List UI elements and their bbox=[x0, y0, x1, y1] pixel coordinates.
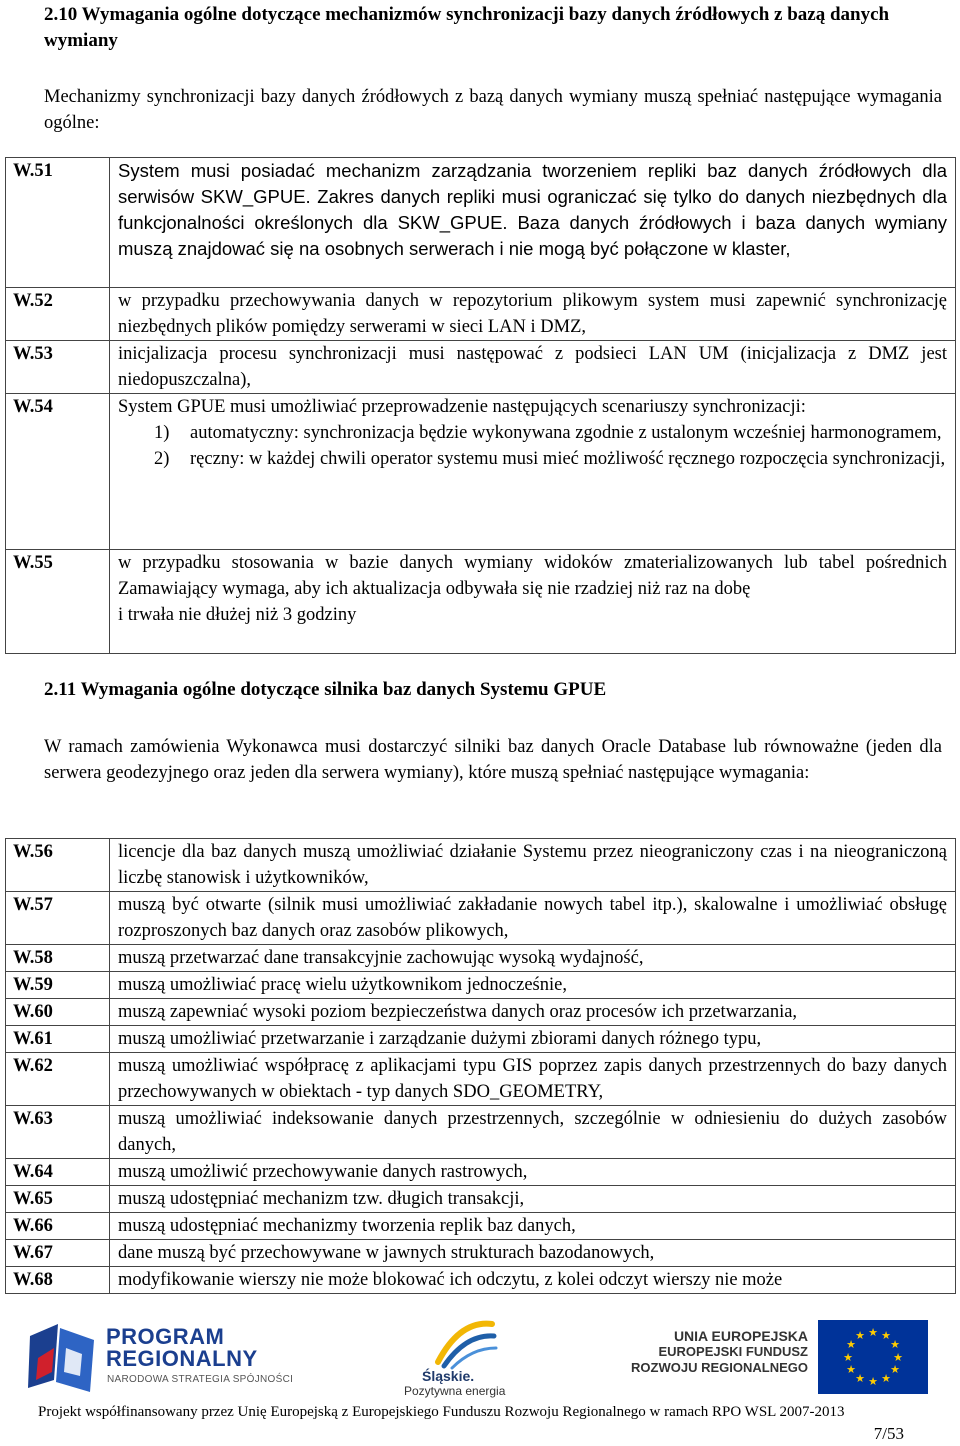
eu-line3: ROZWOJU REGIONALNEGO bbox=[631, 1360, 808, 1375]
program-regionalny-line1: PROGRAM bbox=[106, 1324, 225, 1349]
requirement-text-main: System GPUE musi umożliwiać przeprowadzenie następujących scenariuszy synchronizacji: bbox=[118, 397, 806, 417]
requirement-id: W.52 bbox=[6, 288, 110, 341]
slaskie-slogan: Pozytywna energia bbox=[404, 1384, 506, 1398]
requirement-text: muszą umożliwić przechowywanie danych rastrowych, bbox=[110, 1159, 956, 1186]
scenario-list bbox=[118, 420, 947, 472]
list-item: 2) ręczny: w każdej chwili operator systemu musi mieć możliwość ręcznego rozpoczęcia synchronizacji, bbox=[154, 449, 946, 469]
slaskie-swirl-icon bbox=[430, 1318, 500, 1370]
requirement-id: W.62 bbox=[6, 1053, 110, 1106]
requirement-text: muszą udostępniać mechanizmy tworzenia replik baz danych, bbox=[110, 1213, 956, 1240]
table-row bbox=[6, 1240, 956, 1267]
requirement-id: W.63 bbox=[6, 1106, 110, 1159]
list-item: 1) automatyczny: synchronizacja będzie wykonywana zgodnie z ustalonym wcześniej harmonogramem, bbox=[154, 423, 942, 443]
section-2-10-title: 2.10 Wymagania ogólne dotyczące mechanizmów synchronizacji bazy danych źródłowych z bazą danych wymiany bbox=[44, 4, 890, 51]
table-row bbox=[6, 839, 956, 892]
requirement-text: inicjalizacja procesu synchronizacji musi następować z podsieci LAN UM (inicjalizacja z DMZ jest niedopuszczalna), bbox=[110, 341, 956, 394]
requirement-text: muszą umożliwiać pracę wielu użytkownikom jednocześnie, bbox=[110, 972, 956, 999]
requirement-id: W.56 bbox=[6, 839, 110, 892]
requirement-id: W.55 bbox=[6, 550, 110, 654]
requirement-id: W.61 bbox=[6, 1026, 110, 1053]
section-2-11-title: 2.11 Wymagania ogólne dotyczące silnika baz danych Systemu GPUE bbox=[44, 679, 607, 700]
requirement-text: muszą umożliwiać przetwarzanie i zarządzanie dużymi zbiorami danych różnego typu, bbox=[110, 1026, 956, 1053]
program-regionalny-logo bbox=[24, 1318, 314, 1398]
table-row bbox=[6, 1159, 956, 1186]
requirement-text: muszą udostępniać mechanizm tzw. długich transakcji, bbox=[110, 1186, 956, 1213]
requirement-text bbox=[110, 394, 956, 550]
table-row bbox=[6, 972, 956, 999]
requirement-id: W.53 bbox=[6, 341, 110, 394]
svg-text:★: ★ bbox=[855, 1372, 865, 1385]
svg-text:★: ★ bbox=[868, 1375, 878, 1388]
svg-text:★: ★ bbox=[890, 1363, 900, 1376]
svg-text:★: ★ bbox=[846, 1363, 856, 1376]
requirements-table-1 bbox=[5, 157, 956, 654]
requirement-id: W.54 bbox=[6, 394, 110, 550]
page-number: 7/53 bbox=[873, 1424, 904, 1443]
requirement-text: muszą przetwarzać dane transakcyjnie zachowując wysoką wydajność, bbox=[110, 945, 956, 972]
table-row bbox=[6, 288, 956, 341]
footer-cofinancing-text: Projekt współfinansowany przez Unię Europejską z Europejskiego Funduszu Rozwoju Regionalnego w ramach RPO WSL 2007-2013 bbox=[38, 1404, 845, 1420]
requirement-text: muszą umożliwiać indeksowanie danych przestrzennych, szczególnie w odniesieniu do dużych zasobów danych, bbox=[110, 1106, 956, 1159]
table-row bbox=[6, 550, 956, 654]
svg-text:★: ★ bbox=[890, 1338, 900, 1351]
svg-text:★: ★ bbox=[868, 1326, 878, 1339]
eu-line1: UNIA EUROPEJSKA bbox=[673, 1328, 808, 1344]
table-row bbox=[6, 1106, 956, 1159]
table-row bbox=[6, 1186, 956, 1213]
requirement-text: licencje dla baz danych muszą umożliwiać działanie Systemu przez nieograniczony czas i na nieograniczoną liczbę stanowisk i użytkowników, bbox=[110, 839, 956, 892]
requirement-text: w przypadku stosowania w bazie danych wymiany widoków zmaterializowanych lub tabel pośrednich Zamawiający wymaga, aby ich aktualizacja odbywała się nie rzadziej niż raz na dobę i trwała nie dłużej niż 3 godziny bbox=[110, 550, 956, 654]
svg-text:★: ★ bbox=[881, 1329, 891, 1342]
requirement-id: W.68 bbox=[6, 1267, 110, 1294]
requirement-id: W.59 bbox=[6, 972, 110, 999]
table-row bbox=[6, 1213, 956, 1240]
table-row bbox=[6, 341, 956, 394]
section-2-10-intro: Mechanizmy synchronizacji bazy danych źródłowych z bazą danych wymiany muszą spełniać następujące wymagania ogólne: bbox=[44, 87, 942, 133]
table-row bbox=[6, 892, 956, 945]
svg-text:★: ★ bbox=[846, 1338, 856, 1351]
requirement-id: W.64 bbox=[6, 1159, 110, 1186]
requirement-text: modyfikowanie wierszy nie może blokować ich odczytu, z kolei odczyt wierszy nie może bbox=[110, 1267, 956, 1294]
program-regionalny-emblem-icon bbox=[24, 1318, 104, 1398]
svg-text:★: ★ bbox=[893, 1351, 903, 1364]
requirement-text: dane muszą być przechowywane w jawnych strukturach bazodanowych, bbox=[110, 1240, 956, 1267]
requirement-id: W.58 bbox=[6, 945, 110, 972]
eu-logo bbox=[618, 1320, 938, 1400]
slaskie-logo bbox=[392, 1318, 542, 1400]
program-regionalny-line2: REGIONALNY bbox=[106, 1346, 258, 1371]
requirement-id: W.51 bbox=[6, 158, 110, 288]
table-row bbox=[6, 1053, 956, 1106]
requirement-id: W.65 bbox=[6, 1186, 110, 1213]
requirement-text: muszą umożliwiać współpracę z aplikacjami typu GIS poprzez zapis danych przestrzennych do bazy danych przechowywanych w obiektach - typ danych SDO_GEOMETRY, bbox=[110, 1053, 956, 1106]
table-row bbox=[6, 945, 956, 972]
table-row bbox=[6, 1267, 956, 1294]
requirement-text: w przypadku przechowywania danych w repozytorium plikowym system musi zapewnić synchronizację niezbędnych plików pomiędzy serwerami w sieci LAN i DMZ, bbox=[110, 288, 956, 341]
section-2-11-intro: W ramach zamówienia Wykonawca musi dostarczyć silniki baz danych Oracle Database lub równoważne (jeden dla serwera geodezyjnego oraz jeden dla serwera wymiany), które muszą spełniać następujące wymagania: bbox=[44, 737, 942, 783]
program-regionalny-subtitle: NARODOWA STRATEGIA SPÓJNOŚCI bbox=[107, 1374, 294, 1385]
svg-text:★: ★ bbox=[855, 1329, 865, 1342]
requirement-id: W.60 bbox=[6, 999, 110, 1026]
slaskie-name: Śląskie. bbox=[422, 1368, 475, 1384]
requirement-id: W.57 bbox=[6, 892, 110, 945]
requirement-text: muszą zapewniać wysoki poziom bezpieczeństwa danych oraz procesów ich przetwarzania, bbox=[110, 999, 956, 1026]
table-row bbox=[6, 1026, 956, 1053]
eu-flag-icon bbox=[818, 1320, 928, 1394]
svg-text:★: ★ bbox=[843, 1351, 853, 1364]
requirement-id: W.66 bbox=[6, 1213, 110, 1240]
table-row bbox=[6, 999, 956, 1026]
requirement-text: System musi posiadać mechanizm zarządzania tworzeniem repliki baz danych źródłowych dla serwisów SKW_GPUE. Zakres danych repliki musi ograniczać się tylko do danych niezbędnych dla funkcjonalności określonych dla SKW_GPUE. Baza danych źródłowych i baza danych wymiany muszą znajdować się na osobnych serwerach i nie mogą być połączone w klaster, bbox=[110, 158, 956, 288]
eu-line2: EUROPEJSKI FUNDUSZ bbox=[658, 1344, 808, 1359]
table-row bbox=[6, 158, 956, 288]
table-row bbox=[6, 394, 956, 550]
footer-logos bbox=[0, 1318, 960, 1400]
requirement-id: W.67 bbox=[6, 1240, 110, 1267]
svg-text:★: ★ bbox=[881, 1372, 891, 1385]
requirements-table-2 bbox=[5, 838, 956, 1294]
requirement-text: muszą być otwarte (silnik musi umożliwiać zakładanie nowych tabel itp.), skalowalne i umożliwiać obsługę rozproszonych baz danych oraz zasobów plikowych, bbox=[110, 892, 956, 945]
